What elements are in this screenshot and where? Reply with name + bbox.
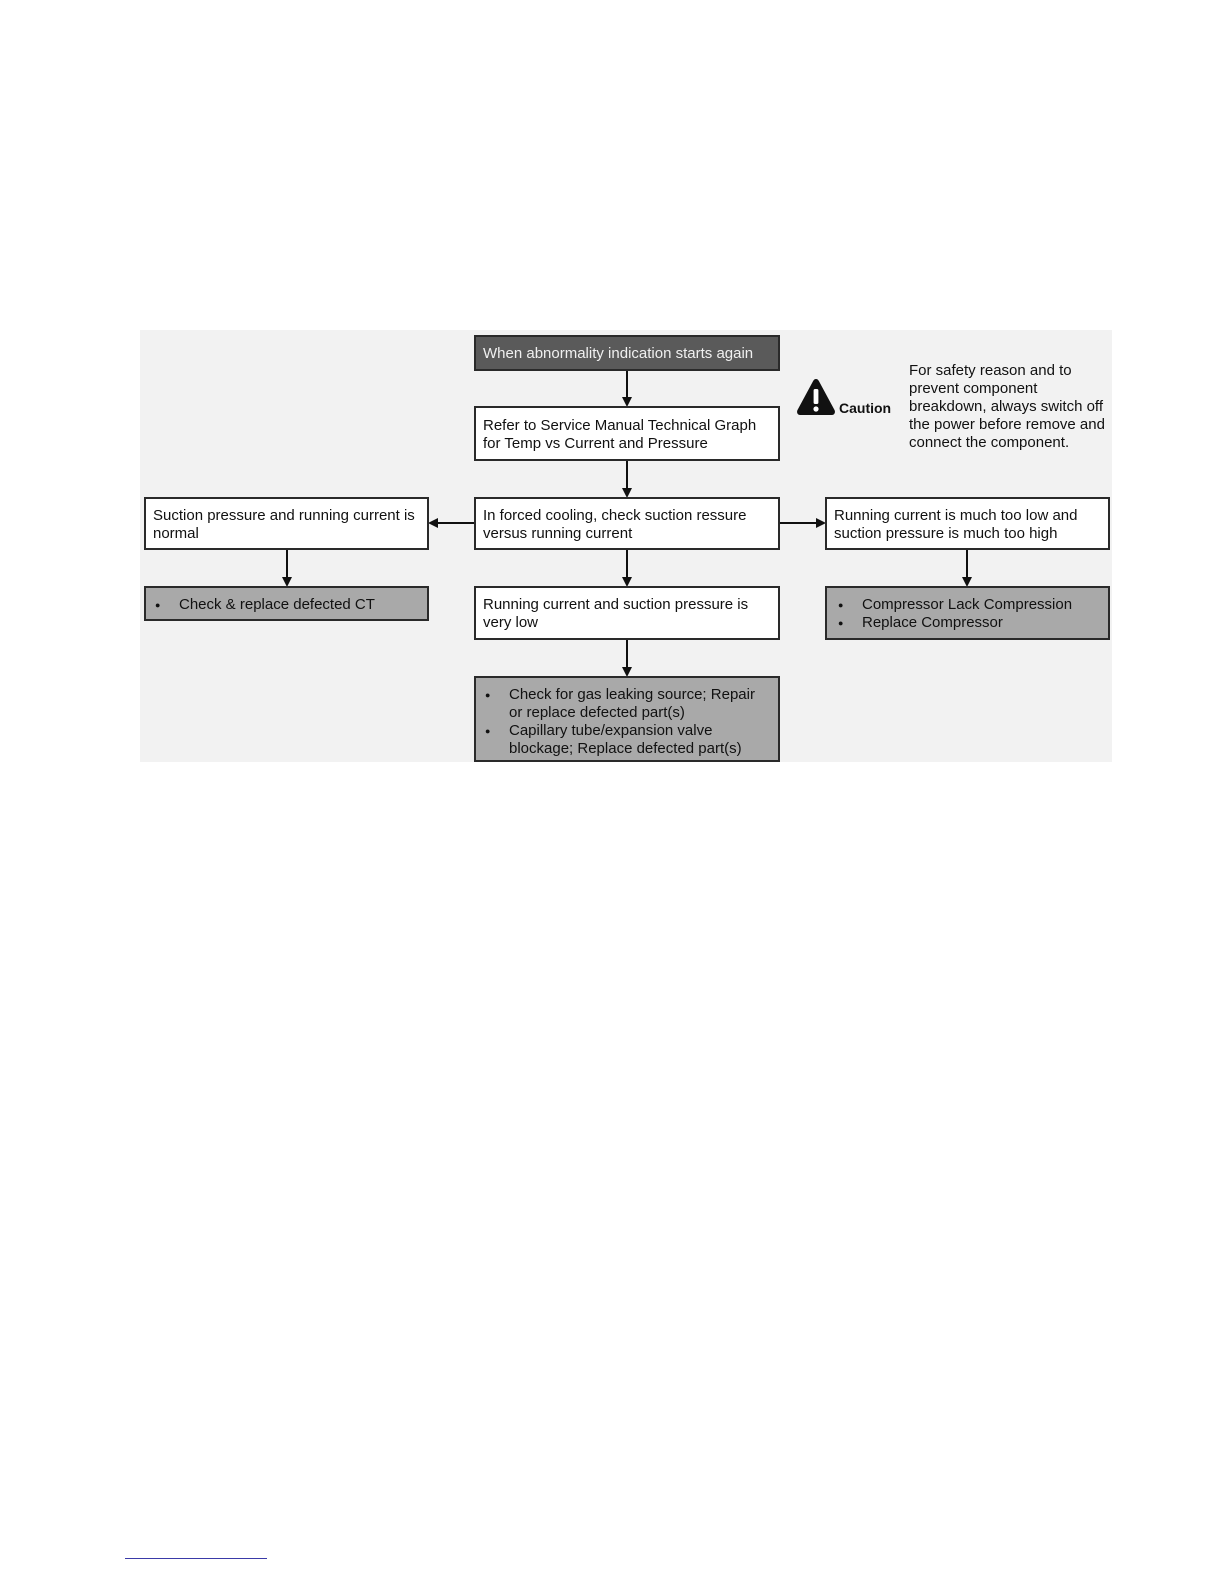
- left-condition-box: [144, 497, 429, 550]
- right-condition-box: [825, 497, 1110, 550]
- center-action-item: ● Capillary tube/expansion valve blockage; Replace defected part(s): [483, 722, 771, 758]
- center-action-list: [483, 686, 771, 758]
- footnote-divider: [125, 1558, 267, 1559]
- check-text: In forced cooling, check suction ressure versus running current: [483, 507, 747, 542]
- start-text: When abnormality indication starts again: [483, 345, 754, 362]
- caution-label: Caution: [839, 400, 892, 416]
- center-action-box: [474, 676, 780, 762]
- caution-note: For safety reason and to prevent component breakdown, always switch off the power before remove and connect the component.: [909, 362, 1105, 451]
- right-action-box: [825, 586, 1110, 640]
- center-condition-text: Running current and suction pressure is very low: [483, 596, 749, 631]
- right-action-item: ● Replace Compressor: [836, 614, 1101, 632]
- left-action-box: [144, 586, 429, 621]
- start-box: [474, 335, 780, 371]
- right-action-list: [836, 596, 1101, 632]
- left-condition-text: Suction pressure and running current is normal: [153, 507, 415, 542]
- right-condition-text: Running current is much too low and suction pressure is much too high: [834, 507, 1078, 542]
- center-condition-box: [474, 586, 780, 640]
- warning-triangle-icon: [796, 377, 836, 417]
- refer-text: Refer to Service Manual Technical Graph for Temp vs Current and Pressure: [483, 417, 757, 452]
- center-action-item: ● Check for gas leaking source; Repair or replace defected part(s): [483, 686, 771, 722]
- refer-box: [474, 406, 780, 461]
- check-box: [474, 497, 780, 550]
- left-action-list: [153, 596, 420, 614]
- right-action-item: ● Compressor Lack Compression: [836, 596, 1101, 614]
- left-action-item: ● Check & replace defected CT: [153, 596, 420, 614]
